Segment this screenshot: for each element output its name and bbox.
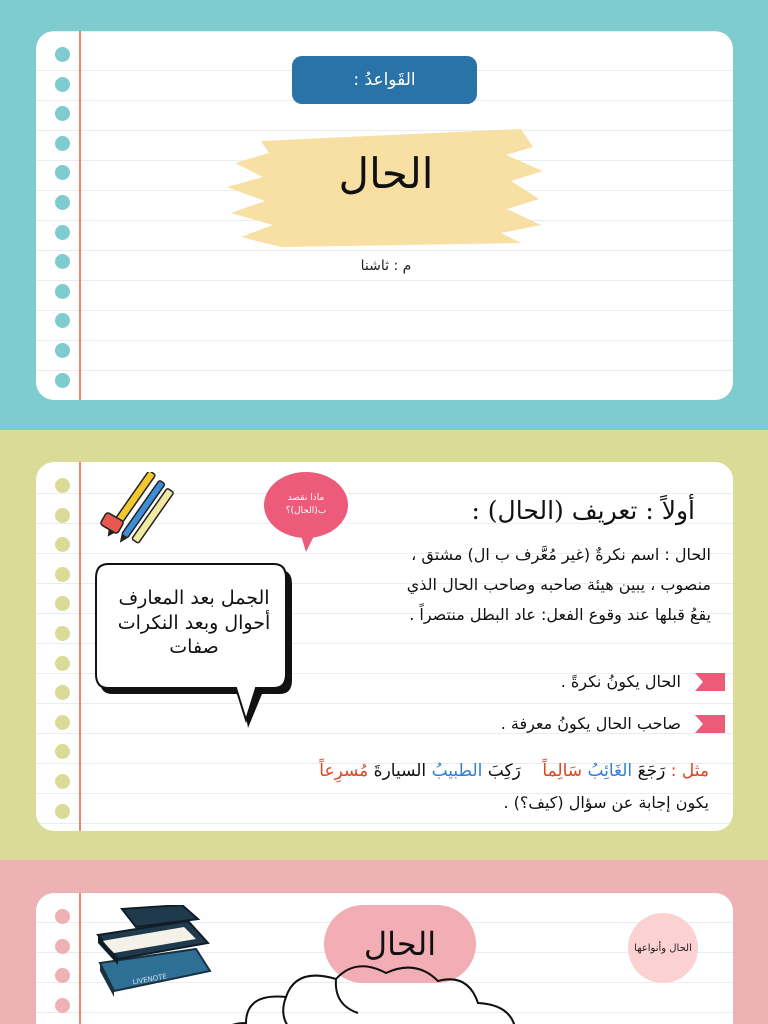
arrow-tag-icon <box>695 673 725 691</box>
example-line <box>189 755 709 787</box>
slide-3 <box>0 860 768 1024</box>
lesson-title: الحال <box>338 149 434 198</box>
types-bubble: الحال وأنواعها <box>628 913 698 983</box>
binder-holes <box>55 478 71 831</box>
example-word: السيارةَ <box>373 761 427 781</box>
example-block <box>189 755 709 819</box>
slide-1 <box>0 0 768 430</box>
example-word-hal: سَالِماً <box>542 761 583 781</box>
bubble-line-2: ب(الحال)؟ <box>285 506 327 516</box>
binder-holes <box>55 909 71 1024</box>
margin-line <box>79 893 81 1024</box>
question-bubble <box>264 472 348 538</box>
margin-line <box>79 462 81 831</box>
margin-line <box>79 31 81 400</box>
example-word-subject: الطبيبُ <box>431 761 483 781</box>
example-word: رَكِبَ <box>487 761 521 781</box>
definition-line-3: يقعُ قبلها عند وقوع الفعل: عاد البطل منتصراً . <box>409 605 711 624</box>
callout-line-2: أحوال وبعد النكرات <box>117 611 271 634</box>
bullet-point-1 <box>325 672 725 691</box>
bubble-line-1: ماذا نقصد <box>287 492 325 503</box>
pencils-icon <box>94 472 184 550</box>
section-pill: القَواعدُ : <box>292 56 477 104</box>
binder-holes <box>55 47 71 400</box>
definition-line-1: الحال : اسم نكرةٌ (غير مُعَّرف ب ال) مشتق ، <box>411 545 711 564</box>
slide-2 <box>0 430 768 860</box>
notebook-card-2 <box>36 462 733 831</box>
notebook-card-3 <box>36 893 733 1024</box>
definition-line-2: منصوب ، يبين هيئة صاحبه وصاحب الحال الذي <box>406 575 711 594</box>
point-text: الحال يكونُ نكرةً . <box>560 672 681 691</box>
section-heading: أولاً : تعريف (الحال) : <box>471 496 695 525</box>
books-icon <box>92 905 222 997</box>
bullet-point-2 <box>325 714 725 733</box>
author-label: م : ثاشنا <box>360 258 412 274</box>
question-line: يكون إجابة عن سؤال (كيف؟) . <box>503 793 709 812</box>
example-word-subject: الغَائِبُ <box>587 761 633 781</box>
book-label: LIVENOTE <box>131 972 168 987</box>
point-text: صاحب الحال يكونُ معرفة . <box>500 714 681 733</box>
arrow-tag-icon <box>695 715 725 733</box>
example-label: مثل : <box>670 761 709 781</box>
notebook-card-1 <box>36 31 733 400</box>
callout-line-1: الجمل بعد المعارف <box>118 587 270 609</box>
callout-line-3: صفات <box>169 636 219 659</box>
callout-text <box>102 586 286 660</box>
mindmap-title: الحال <box>324 905 476 983</box>
definition-text <box>311 540 711 630</box>
example-word: رَجَعَ <box>637 761 666 781</box>
mindmap-cloud <box>206 953 536 1024</box>
example-word-hal: مُسرِعاً <box>319 761 369 781</box>
